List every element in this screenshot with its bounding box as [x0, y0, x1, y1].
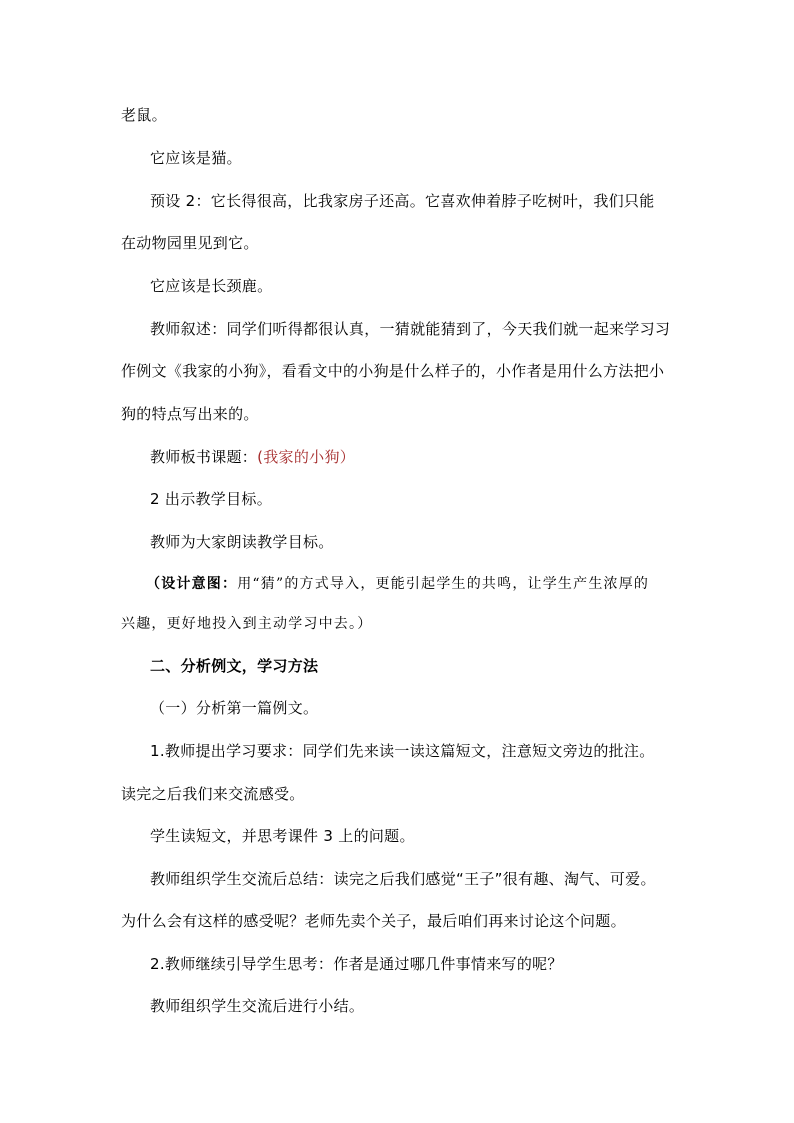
- paragraph-line-21: 2.教师继续引导学生思考：作者是通过哪几件事情来写的呢？: [150, 955, 563, 973]
- paragraph-line-11: 教师为大家朗读教学目标。: [150, 533, 334, 551]
- paragraph-line-16: 1.教师提出学习要求：同学们先来读一读这篇短文，注意短文旁边的批注。: [150, 742, 655, 760]
- paragraph-line-7: 作例文《我家的小狗》，看看文中的小狗是什么样子的，小作者是用什么方法把小: [121, 362, 665, 380]
- design-intent-text: 用“猜”的方式导入，更能引起学生的共鸣，让学生产生浓厚的: [237, 576, 650, 592]
- section-heading: 二、分析例文，学习方法: [150, 657, 319, 675]
- design-intent-line-2: 兴趣，更好地投入到主动学习中去。）: [121, 616, 373, 632]
- paragraph-line-8: 狗的特点写出来的。: [121, 405, 259, 423]
- paragraph-line-22: 教师组织学生交流后进行小结。: [150, 997, 365, 1015]
- paragraph-line-19: 教师组织学生交流后总结：读完之后我们感觉“王子”很有趣、淘气、可爱。: [150, 870, 656, 888]
- paragraph-line-5: 它应该是长颈鹿。: [150, 277, 273, 295]
- board-title-red: (我家的小狗）: [257, 448, 356, 466]
- board-title-label: 教师板书课题：: [150, 448, 258, 466]
- paragraph-line-3: 预设 2：它长得很高，比我家房子还高。它喜欢伸着脖子吃树叶，我们只能: [150, 192, 655, 210]
- subsection-heading: （一）分析第一篇例文。: [150, 699, 319, 717]
- design-intent-line-1: [146, 574, 649, 594]
- paragraph-line-17: 读完之后我们来交流感受。: [121, 785, 305, 803]
- paragraph-line-2: 它应该是猫。: [150, 149, 242, 167]
- paragraph-line-1: 老鼠。: [121, 106, 167, 124]
- paragraph-line-4: 在动物园里见到它。: [121, 234, 259, 252]
- design-intent-label: （设计意图：: [146, 576, 238, 592]
- paragraph-line-10: 2 出示教学目标。: [150, 490, 273, 508]
- board-title-line: [150, 447, 355, 467]
- paragraph-line-20: 为什么会有这样的感受呢？老师先卖个关子，最后咱们再来讨论这个问题。: [121, 912, 626, 930]
- paragraph-line-18: 学生读短文，并思考课件 3 上的问题。: [150, 827, 415, 845]
- paragraph-line-6: 教师叙述：同学们听得都很认真，一猜就能猜到了，今天我们就一起来学习习: [150, 320, 671, 338]
